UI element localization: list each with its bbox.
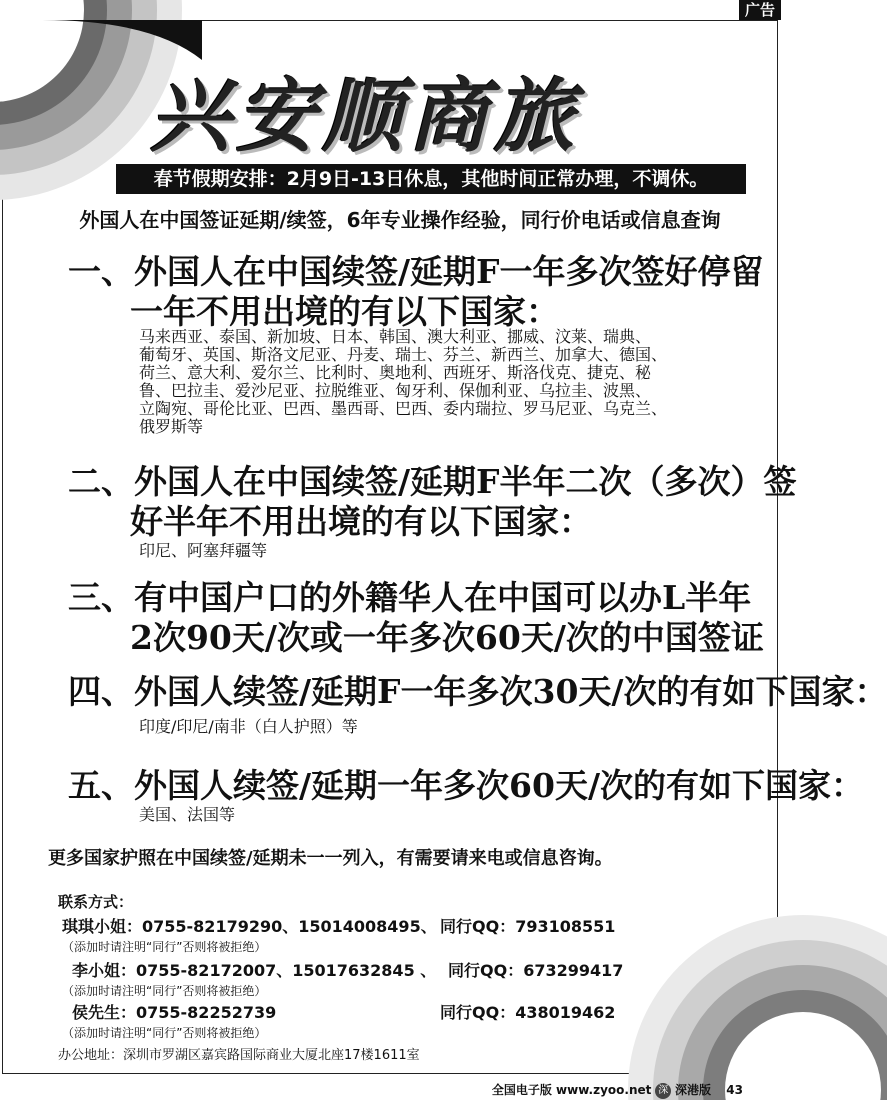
section-3-heading-line-1: 三、有中国户口的外籍华人在中国可以办L半年 [68, 578, 752, 617]
contact-person-3: 侯先生：0755-82252739 [72, 1003, 277, 1022]
section-1-country-list [139, 328, 739, 436]
office-address: 办公地址：深圳市罗湖区嘉宾路国际商业大厦北座17楼1611室 [58, 1048, 420, 1063]
section-2-heading [68, 462, 796, 542]
service-tagline: 外国人在中国签证延期/续签，6年专业操作经验，同行价电话或信息查询 [79, 208, 721, 232]
section-3-heading [68, 578, 764, 658]
country-line: 印尼、阿塞拜疆等 [139, 541, 268, 560]
country-line: 美国、法国等 [139, 805, 236, 824]
country-line: 葡萄牙、英国、斯洛文尼亚、丹麦、瑞士、芬兰、新西兰、加拿大、德国、 [139, 345, 668, 364]
contact-qq-2: 同行QQ：673299417 [448, 961, 624, 980]
corner-ad-tag-right: 广告 [739, 0, 781, 20]
country-line: 鲁、巴拉圭、爱沙尼亚、拉脱维亚、匈牙利、保伽利亚、乌拉圭、波黑、 [139, 381, 652, 400]
country-line: 立陶宛、哥伦比亚、巴西、墨西哥、巴西、委内瑞拉、罗马尼亚、乌克兰、 [139, 399, 668, 418]
page-number: 43 [726, 1083, 743, 1097]
contact-person-1: 琪琪小姐：0755-82179290、15014008495、 [62, 917, 437, 936]
holiday-notice-bar: 春节假期安排：2月9日-13日休息，其他时间正常办理，不调休。 [116, 164, 746, 194]
section-1-heading-line-2: 一年不用出境的有以下国家： [130, 292, 559, 331]
contact-note-1: （添加时请注明“同行”否则将被拒绝） [62, 940, 267, 954]
section-4-heading-line-1: 四、外国人续签/延期F一年多次30天/次的有如下国家： [68, 672, 887, 711]
section-5-heading-line-1: 五、外国人续签/延期一年多次60天/次的有如下国家： [68, 766, 865, 805]
section-1-heading [68, 252, 763, 332]
page-footer [492, 1081, 743, 1099]
footer-region: 深港版 [675, 1083, 712, 1097]
section-4-heading [68, 672, 887, 712]
contact-note-2: （添加时请注明“同行”否则将被拒绝） [62, 984, 267, 998]
section-4-country-list [139, 718, 739, 736]
more-countries-notice: 更多国家护照在中国续签/延期未一一列入，有需要请来电或信息咨询。 [48, 848, 613, 869]
brand-title: 兴安顺商旅 [150, 70, 580, 163]
section-2-country-list [139, 542, 739, 560]
decorative-arcs-bottom-right [628, 850, 778, 1075]
section-5-country-list [139, 806, 739, 824]
publisher-logo-icon: 深 [655, 1083, 671, 1099]
country-line: 荷兰、意大利、爱尔兰、比利时、奥地利、西班牙、斯洛伐克、捷克、秘 [139, 363, 652, 382]
footer-edition: 全国电子版 www.zyoo.net [491, 1083, 652, 1097]
country-line: 印度/印尼/南非（白人护照）等 [139, 717, 358, 736]
contact-qq-3: 同行QQ：438019462 [440, 1003, 616, 1022]
section-2-heading-line-1: 二、外国人在中国续签/延期F半年二次（多次）签 [68, 462, 797, 501]
section-5-heading [68, 766, 864, 806]
contact-person-2: 李小姐：0755-82172007、15017632845 、 [72, 961, 437, 980]
contact-qq-1: 同行QQ：793108551 [440, 917, 616, 936]
contact-note-3: （添加时请注明“同行”否则将被拒绝） [62, 1026, 267, 1040]
section-1-heading-line-1: 一、外国人在中国续签/延期F一年多次签好停留 [68, 252, 764, 291]
contact-label: 联系方式： [58, 893, 134, 911]
country-line: 俄罗斯等 [139, 417, 204, 436]
country-line: 马来西亚、泰国、新加坡、日本、韩国、澳大利亚、挪威、汶莱、瑞典、 [139, 327, 652, 346]
section-2-heading-line-2: 好半年不用出境的有以下国家： [130, 502, 592, 541]
section-3-heading-line-2: 2次90天/次或一年多次60天/次的中国签证 [130, 618, 764, 657]
